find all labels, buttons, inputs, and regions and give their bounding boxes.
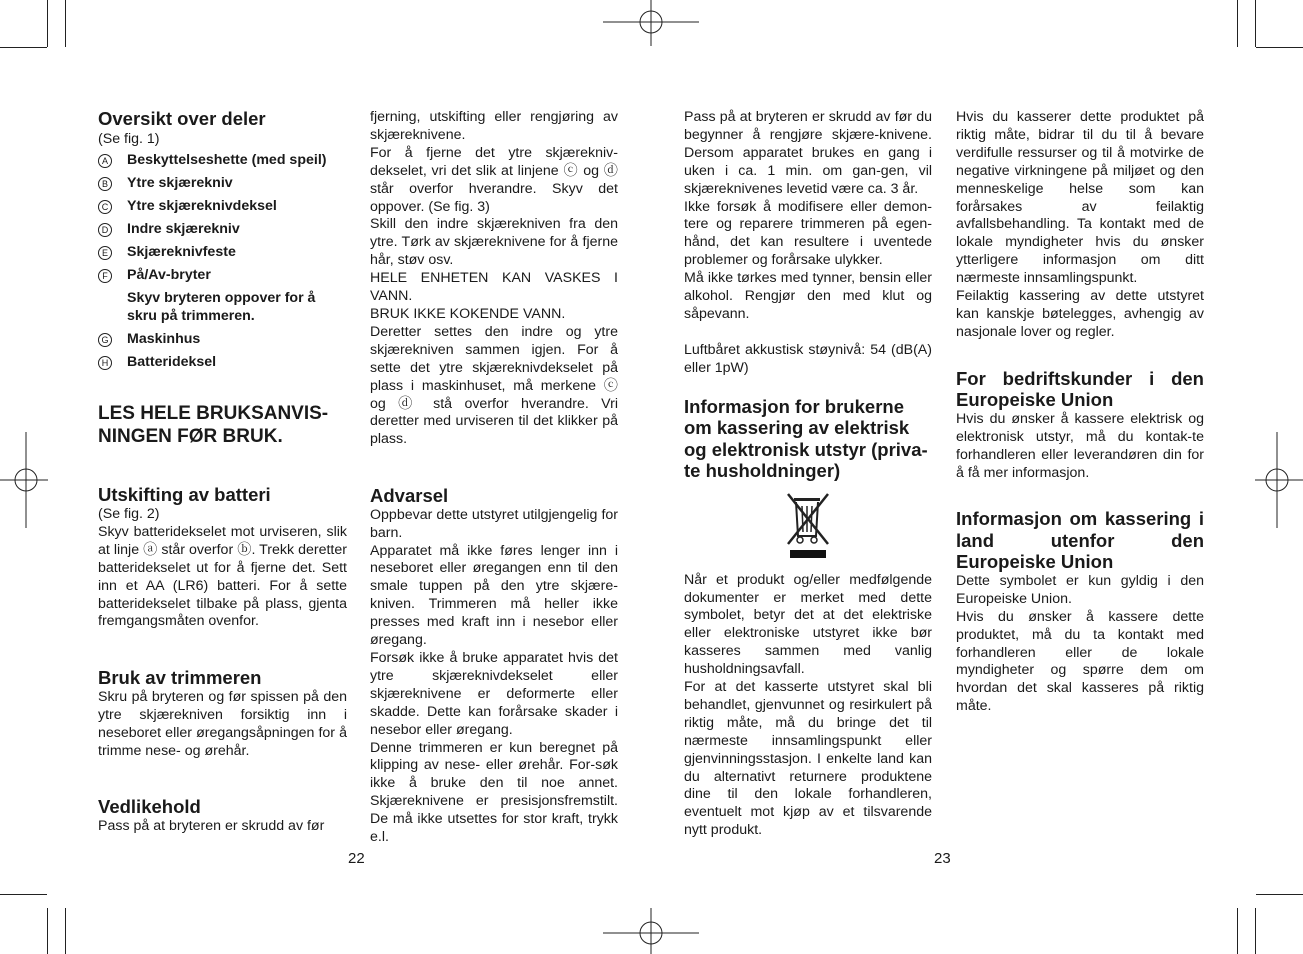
parts-list-item	[98, 244, 347, 262]
crop-mark	[1255, 0, 1256, 47]
registration-mark-icon	[1255, 432, 1303, 528]
crop-mark	[0, 894, 47, 895]
read-manual-heading	[98, 402, 347, 448]
parts-list-item	[98, 267, 347, 285]
crop-mark	[47, 908, 48, 954]
cleaning-paragraph: HELE ENHETEN KAN VASKES I VANN.	[370, 270, 618, 305]
maintenance-text: Pass på at bryteren er skrudd av før	[98, 817, 325, 834]
maintenance-heading: Vedlikehold	[98, 796, 201, 818]
battery-heading: Utskifting av batteri	[98, 484, 271, 506]
circled-letter-c-icon: C	[98, 200, 112, 214]
registration-mark-icon	[0, 432, 48, 528]
read-manual-line-2: NINGEN FØR BRUK.	[98, 426, 283, 448]
weee-symbol	[684, 490, 932, 566]
parts-list	[98, 152, 347, 371]
business-paragraph: Hvis du ønsker å kassere elektrisk og elektronisk utstyr, må du kontak-te forhandleren eller leverandøren din for å få mer informasjon.	[956, 410, 1204, 481]
warning-paragraph: Oppbevar dette utstyret utilgjengelig for barn.	[370, 506, 618, 541]
circled-letter-g-icon: G	[98, 333, 112, 347]
warning-paragraph: Apparatet må ikke føres lenger inn i neseboret eller øregangen enn til den smale tuppen på den ytre skjære-kniven. Trimmeren må heller ikke presses med kraft inn i nesebor eller øregang.	[370, 542, 618, 649]
use-text: Skru på bryteren og før spissen på den ytre skjærekniven forsiktig inn i neseboret eller øregangsåpningen for å trimme nese- og ørehår.	[98, 688, 347, 759]
parts-list-item	[98, 221, 347, 239]
disposal-paragraph: Feilaktig kassering av dette utstyret kan kanskje bøtelegges, avhengig av nasjonale lover og regler.	[956, 288, 1204, 340]
read-manual-line-1: LES HELE BRUKSANVIS-	[98, 403, 329, 425]
cleaning-paragraph: Deretter settes den indre og ytre skjærekniven sammen igjen. For å sette det ytre skjæreknivdekselet på plass i maskinhuset, må merkene ⓒ og ⓓ stå overfor hverandre. Vri deretter med urviseren til det klikker på plass.	[370, 323, 618, 448]
outside-eu-heading: Informasjon om kassering i land utenfor den Europeiske Union	[956, 508, 1204, 573]
outside-eu-paragraph: Dette symbolet er kun gyldig i den Europeiske Union.	[956, 572, 1204, 607]
crop-mark	[65, 0, 66, 47]
warning-paragraph: Forsøk ikke å bruke apparatet hvis det ytre skjæreknivdekselet eller skjæreknivene er deformerte eller skadde. Dette kan forårsake skader i nesebor eller øregang.	[370, 649, 618, 738]
outside-eu-paragraph: Hvis du ønsker å kassere dette produktet, må du ta kontakt med forhandleren eller de lokale myndigheter og spørre dem om hvordan det skal kasseres på riktig måte.	[956, 608, 1204, 715]
battery-text: Skyv batteridekselet mot urviseren, slik at linje ⓐ står overfor ⓑ. Trekk deretter batteridekselet ut for å fjerne det. Sett inn et AA (LR6) batteri. For å sette batteridekselet tilbake på plass, gjenta fremgangsmåten ovenfor.	[98, 523, 347, 630]
registration-mark-icon	[603, 908, 699, 954]
warning-heading: Advarsel	[370, 485, 449, 507]
part-label: Ytre skjæreknivdeksel	[127, 198, 277, 215]
part-label: Batterideksel	[127, 353, 217, 370]
crop-mark	[65, 908, 66, 954]
part-label: Indre skjærekniv	[127, 221, 240, 238]
circled-letter-d-icon: D	[98, 223, 112, 237]
cleaning-paragraph: Må ikke tørkes med tynner, bensin eller alkohol. Rengjør den med klut og såpevann.	[684, 270, 932, 322]
cleaning-paragraph: fjerning, utskifting eller rengjøring av skjæreknivene.	[370, 109, 618, 143]
part-label: Beskyttelseshette (med speil)	[127, 152, 327, 169]
use-heading: Bruk av trimmeren	[98, 667, 262, 689]
cleaning-paragraph: Skill den indre skjærekniven fra den ytre. Tørk av skjæreknivene for å fjerne hår, støv osv.	[370, 216, 618, 269]
page-number-left: 22	[348, 850, 365, 867]
cleaning-paragraph: BRUK IKKE KOKENDE VANN.	[370, 305, 566, 322]
disposal-paragraph: For at det kasserte utstyret skal bli behandlet, gjenvunnet og resirkulert på riktig måte, må du bringe det til nærmeste innsamlingspunkt eller gjenvinningsstasjon. I enkelte land kan du alternativt returnere produktene dine til den lokale forhandleren, eventuelt mot kjøp av et tilsvarende nytt produkt.	[684, 679, 932, 839]
crop-mark	[0, 47, 47, 48]
registration-mark-icon	[603, 0, 699, 46]
cleaning-paragraph: For å fjerne det ytre skjærekniv-dekselet, vri det slik at linjene ⓒ og ⓓ står overfor hverandre. Skyv det oppover. (Se fig. 3)	[370, 144, 618, 215]
weee-crossed-bin-icon	[784, 490, 832, 560]
part-label: Ytre skjærekniv	[127, 175, 233, 192]
column-3	[684, 109, 932, 840]
page-number-right: 23	[934, 850, 951, 867]
parts-list-item	[98, 290, 347, 326]
crop-mark	[47, 0, 48, 47]
noise-level-text: Luftbåret akkustisk støynivå: 54 (dB(A) eller 1pW)	[684, 341, 932, 376]
overview-heading: Oversikt over deler	[98, 108, 266, 129]
crop-mark	[1237, 908, 1238, 954]
crop-mark	[1237, 0, 1238, 47]
parts-list-item	[98, 331, 347, 349]
part-label: På/Av-bryter	[127, 266, 211, 283]
parts-list-item	[98, 152, 347, 170]
parts-list-item	[98, 198, 347, 216]
part-note: Skyv bryteren oppover for å skru på trimmeren.	[127, 289, 316, 324]
crop-mark	[1256, 47, 1303, 48]
column-4	[956, 109, 1204, 716]
column-1	[98, 108, 347, 836]
circled-letter-h-icon: H	[98, 356, 112, 370]
parts-list-item	[98, 175, 347, 193]
circled-letter-b-icon: B	[98, 177, 112, 191]
column-2	[370, 109, 618, 847]
part-label: Maskinhus	[127, 330, 201, 347]
business-customers-heading: For bedriftskunder i den Europeiske Union	[956, 367, 1204, 411]
warning-paragraph: Denne trimmeren er kun beregnet på klipping av nese- eller ørehår. For-søk ikke å bruke den til noe annet. Skjæreknivene er presisjonsfremstilt. De må ikke utsettes for stor kraft, trykk e.l.	[370, 739, 618, 846]
part-label: Skjæreknivfeste	[127, 244, 236, 261]
crop-mark	[1255, 908, 1256, 954]
parts-list-item	[98, 354, 347, 372]
circled-letter-f-icon: F	[98, 269, 112, 283]
cleaning-paragraph: Pass på at bryteren er skrudd av før du begynner å rengjøre skjære-knivene. Dersom apparatet brukes en gang i uken i ca. 1 min. om gan-gen, vil skjæreknivenes levetid være ca. 3 år.	[684, 109, 932, 197]
battery-figure-ref: (Se fig. 2)	[98, 505, 160, 522]
disposal-heading: Informasjon for brukerne om kassering av elektrisk og elektronisk utstyr (priva-te husholdninger)	[684, 395, 928, 482]
circled-letter-e-icon: E	[98, 246, 112, 260]
disposal-paragraph: Hvis du kasserer dette produktet på riktig måte, bidrar til du til å bevare verdifulle ressurser og til å motvirke de negative virkningene på miljøet og den menneskelige helse som kan forårsakes av feilaktig avfallsbehandling. Ta kontakt med de lokale myndigheter hvis du ønsker ytterligere informasjon om ditt nærmeste innsamlingspunkt.	[956, 109, 1204, 287]
overview-figure-ref: (Se fig. 1)	[98, 130, 160, 147]
disposal-paragraph: Når et produkt og/eller medfølgende dokumenter er merket med dette symbolet, betyr det at det elektriske eller elektroniske utstyret ikke bør kasseres sammen med vanlig husholdningsavfall.	[684, 571, 932, 678]
circled-letter-a-icon: A	[98, 154, 112, 168]
crop-mark	[1256, 894, 1303, 895]
cleaning-paragraph: Ikke forsøk å modifisere eller demon-tere og reparere trimmeren på egen-hånd, det kan resultere i uventede problemer og forårsake ulykker.	[684, 198, 932, 269]
